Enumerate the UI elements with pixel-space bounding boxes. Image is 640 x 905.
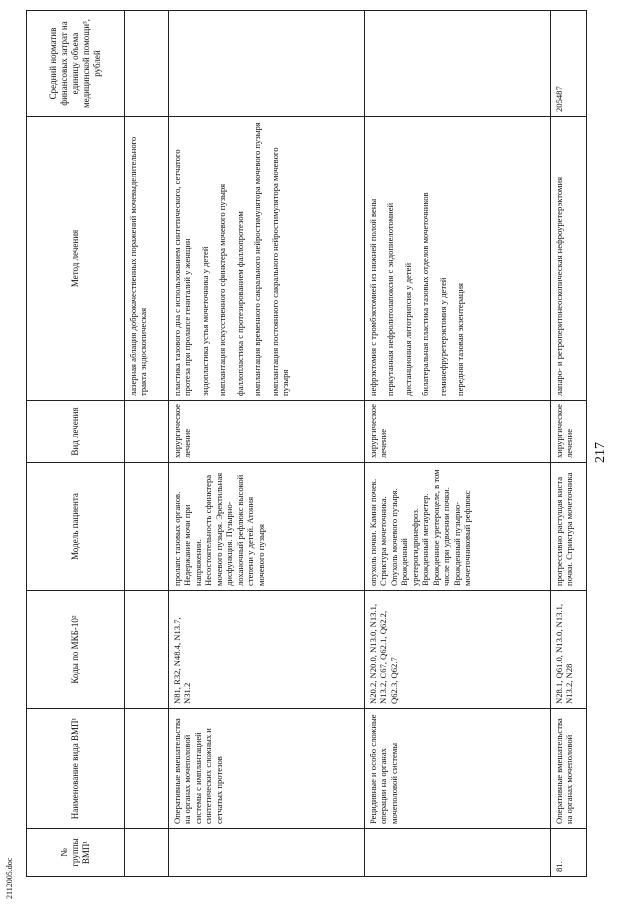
header-type: Вид лечения <box>27 401 125 463</box>
method-item: билатеральная пластика тазовых отделов мочеточников <box>420 192 431 396</box>
header-model: Модель пациента <box>27 463 125 591</box>
table-row <box>125 11 169 877</box>
table-row <box>551 11 587 877</box>
header-codes: Коды по МКБ-10² <box>27 591 125 709</box>
cell-group <box>125 829 169 877</box>
method-item: фаллопластика с протезированием фаллопротезом <box>234 211 245 396</box>
method-item: имплантация постоянного сакрального нейростимулятора мочевого пузыря <box>269 147 291 396</box>
cell-name: Оперативные вмешательства на органах мочеполовой системы с имплантацией синтетических сложных и сетчатых протезов <box>169 709 365 829</box>
cell-codes: N20.2, N20.0, N13.0, N13.1, N13.2, C67, Q62.1, Q62.2, Q62.3, Q62.7 <box>365 591 551 709</box>
cell-codes: N81, R32, N48.4, N13.7, N31.2 <box>169 591 365 709</box>
method-item: дистанционная литотрипсия у детей <box>402 262 413 396</box>
cell-price <box>125 11 169 117</box>
header-norm: Средний норматив финансовых затрат на единицу объема медицинской помощи³, рублей <box>27 11 125 117</box>
method-item: нефрэктомия с тромбэктомией из нижней полой вены <box>368 198 378 396</box>
method-item: имплантация искусственного сфинктера мочевого пузыря <box>217 183 228 396</box>
cell-name: Рецидивные и особо сложные операции на органах мочеполовой системы <box>365 709 551 829</box>
cell-group <box>365 829 551 877</box>
header-method: Метод лечения <box>27 117 125 401</box>
cell-type: хирургическое лечение <box>169 401 365 463</box>
cell-codes <box>125 591 169 709</box>
cell-method <box>365 117 551 401</box>
table-row <box>365 11 551 877</box>
cell-group <box>169 829 365 877</box>
cell-type: хирургическое лечение <box>551 401 587 463</box>
vmp-table <box>26 10 587 877</box>
method-item: лазерная аблация доброкачественных поражений мочевыделительного тракта эндоскопическая <box>128 136 149 396</box>
method-item: геминефруретерэктомия у детей <box>437 277 448 396</box>
method-item: пластика тазового дна с использованием синтетического, сетчатого протеза при пролапсе гениталий у женщин <box>172 149 193 396</box>
cell-model: прогрессивно растущая киста почки. Стриктура мочеточника <box>551 463 587 591</box>
header-group: № группы ВМП¹ <box>27 829 125 877</box>
cell-price <box>169 11 365 117</box>
method-item: эндопластика устья мочеточника у детей <box>199 246 210 396</box>
cell-method <box>125 117 169 401</box>
cell-type <box>125 401 169 463</box>
cell-model <box>125 463 169 591</box>
cell-price: 205487 <box>551 11 587 117</box>
cell-name: Оперативные вмешательства на органах мочеполовой <box>551 709 587 829</box>
document-filename: 2112005.doc <box>5 857 14 899</box>
cell-model: опухоль почки. Камни почек. Стриктура мочеточника. Опухоль мочевого пузыря. Врожденный уретерогидронефроз. Врожденный мегауретер. Врожденное уретероцеле, в том числе при удвоении почки. Врожденный пузырно-мочеточниковый рефлюкс <box>365 463 551 591</box>
method-item: лапаро- и ретроперитонеоскопическая нефроуретерэктомия <box>554 176 564 396</box>
table-header-row <box>27 11 125 877</box>
cell-group: 81. <box>551 829 587 877</box>
cell-model: пролапс тазовых органов. Недержание мочи при напряжении. Несостоятельность сфинктера мочевого пузыря. Эректильная дисфункция. Пузырно-лоханочный рефлюкс высокой степени у детей. Атония мочевого пузыря <box>169 463 365 591</box>
cell-type: хирургическое лечение <box>365 401 551 463</box>
cell-price <box>365 11 551 117</box>
cell-method <box>551 117 587 401</box>
cell-method <box>169 117 365 401</box>
cell-codes: N28.1, Q61.0, N13.0, N13.1, N13.2, N28 <box>551 591 587 709</box>
cell-name <box>125 709 169 829</box>
page-number: 217 <box>593 442 608 463</box>
method-item: передняя тазовая экзентерация <box>455 282 466 396</box>
method-item: имплантация временного сакрального нейростимулятора мочевого пузыря <box>252 122 263 396</box>
method-item: перкутанная нефролитолапоксия с эндопиелотомией <box>385 202 396 396</box>
header-name: Наименование вида ВМП¹ <box>27 709 125 829</box>
table-row <box>169 11 365 877</box>
